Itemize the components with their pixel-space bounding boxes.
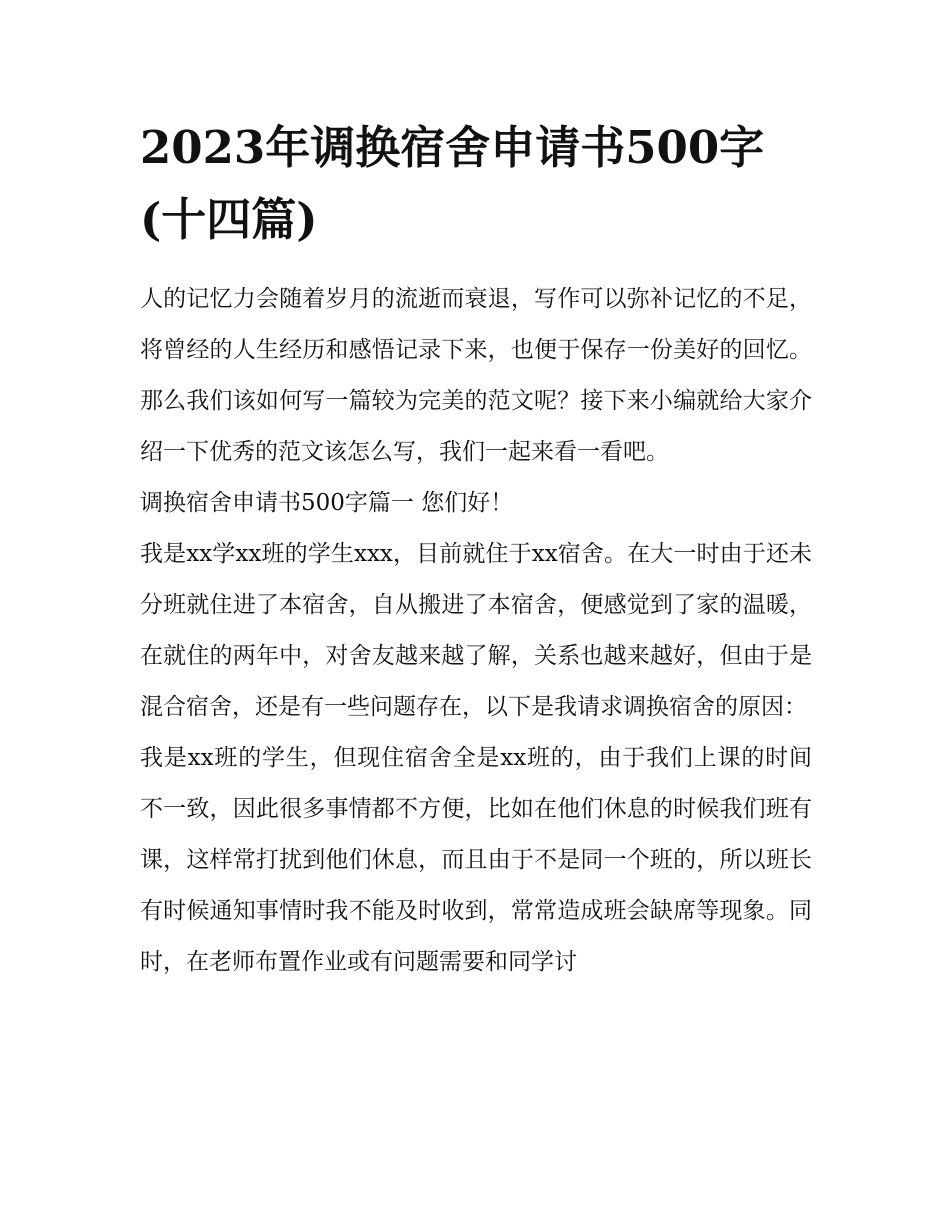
paragraph-body-1: 我是xx学xx班的学生xxx，目前就住于xx宿舍。在大一时由于还未分班就住进了本宿舍，自从搬进了本宿舍，便感觉到了家的温暖，在就住的两年中，对舍友越来越了解，关系也越来越好，但由于是混合宿舍，还是有一些问题存在，以下是我请求调换宿舍的原因： (140, 541, 812, 720)
document-page (140, 112, 812, 988)
paragraph-intro: 人的记忆力会随着岁月的流逝而衰退，写作可以弥补记忆的不足，将曾经的人生经历和感悟记录下来，也便于保存一份美好的回忆。那么我们该如何写一篇较为完美的范文呢？接下来小编就给大家介绍一下优秀的范文该怎么写，我们一起来看一看吧。 (140, 286, 812, 465)
paragraph-section-heading: 调换宿舍申请书500字篇一 您们好！ (140, 490, 514, 516)
paragraph-body-2: 我是xx班的学生，但现住宿舍全是xx班的，由于我们上课的时间不一致，因此很多事情都不方便，比如在他们休息的时候我们班有课，这样常打扰到他们休息，而且由于不是同一个班的，所以班长有时候通知事情时我不能及时收到，常常造成班会缺席等现象。同时，在老师布置作业或有问题需要和同学讨 (140, 745, 812, 975)
document-title: 2023年调换宿舍申请书500字(十四篇) (140, 121, 765, 246)
